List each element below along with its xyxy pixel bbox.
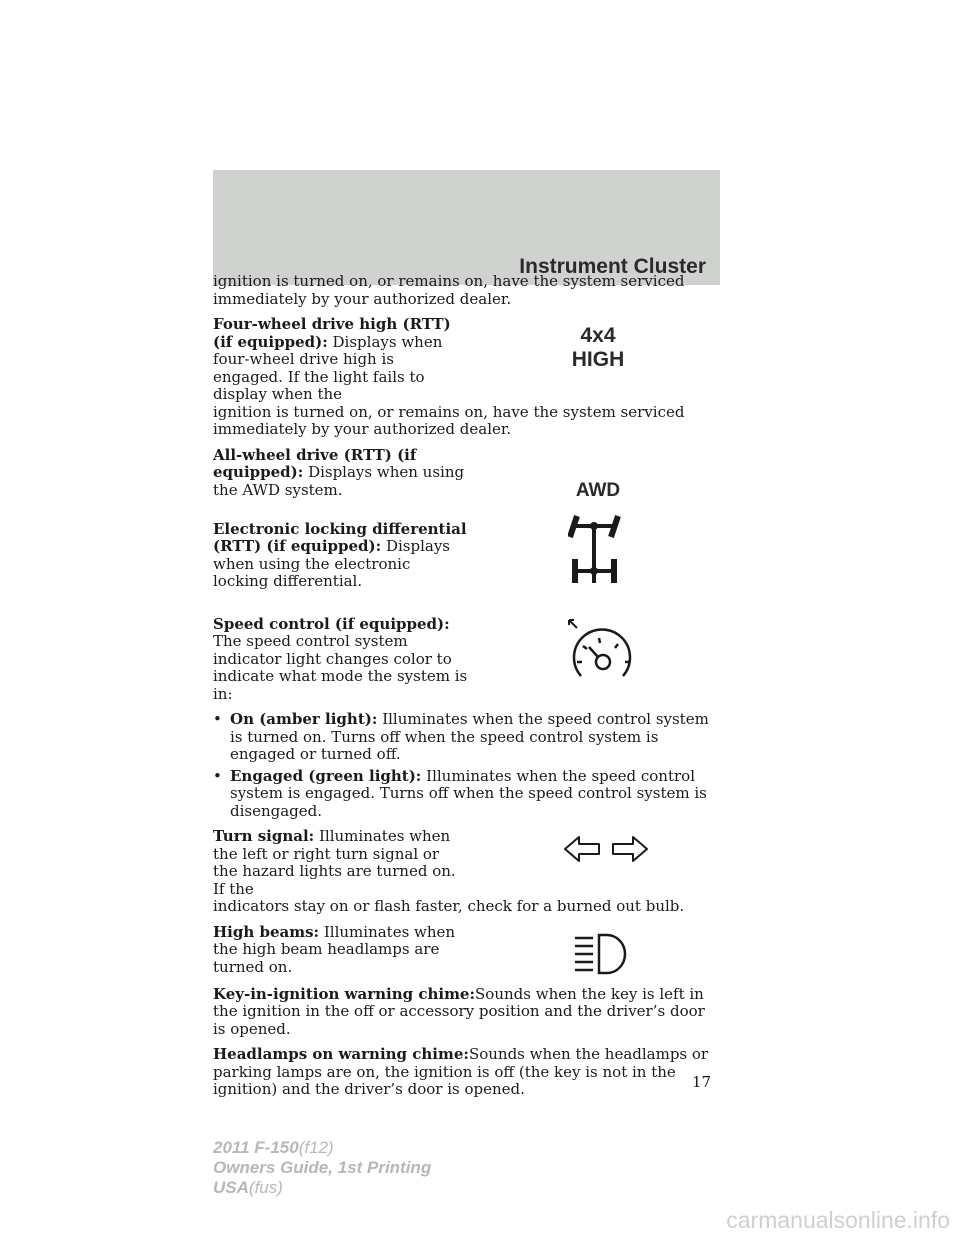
high-beam-icon — [573, 932, 633, 976]
four-wd-high-text-cont: ignition is turned on, or remains on, have the system serviced immediately by your authorized dealer. — [213, 402, 685, 438]
locking-diff-label: Electronic locking differential (RTT) (if equipped): — [213, 519, 467, 555]
headlamp-chime-text: Sounds when the headlamps or parking lamps are on, the ignition is off (the key is not in the ignition) and the driver’s door is opened. — [213, 1045, 709, 1098]
awd-text: Displays when using the AWD system. — [213, 463, 465, 499]
section-speed-control — [213, 616, 720, 821]
four-wd-high-label: Four-wheel drive high (RTT) (if equipped): — [213, 315, 451, 351]
turn-signal-text: Illuminates when the left or right turn signal or the hazard lights are turned on. If the — [213, 827, 456, 898]
section-title: Instrument Cluster — [519, 255, 706, 278]
high-beams-label: High beams: — [213, 922, 320, 941]
on-amber-label: On (amber light): — [230, 710, 378, 728]
locking-differential-icon — [568, 513, 630, 589]
high-beams-text: Illuminates when the high beam headlamps are turned on. — [213, 922, 456, 976]
speed-control-text: The speed control system indicator light changes color to indicate what mode the system is in: — [213, 632, 468, 703]
turn-signal-text-cont: indicators stay on or flash faster, check for a burned out bulb. — [213, 897, 685, 915]
section-turn-signal — [213, 828, 720, 916]
section-four-wheel-drive-high — [213, 316, 720, 439]
speed-control-icon — [565, 618, 637, 688]
speed-control-label: Speed control (if equipped): — [213, 614, 450, 633]
headlamp-chime-label: Headlamps on warning chime: — [213, 1045, 469, 1063]
section-high-beams — [213, 924, 720, 986]
speed-control-modes — [213, 711, 720, 820]
page-content — [213, 273, 720, 1107]
page-number: 17 — [692, 1073, 712, 1091]
print-footer: 2011 F-150(f12) Owners Guide, 1st Printing USA(fus) — [213, 1138, 432, 1197]
four-wd-high-text: Displays when four-wheel drive high is engaged. If the light fails to display when the — [213, 332, 443, 403]
locking-diff-text: Displays when using the electronic locking differential. — [213, 537, 450, 590]
awd-icon: AWD — [575, 479, 621, 501]
section-key-in-ignition-chime — [213, 986, 720, 1039]
on-amber-text: Illuminates when the speed control system is turned on. Turns off when the speed control system is engaged or turned off. — [230, 710, 709, 763]
list-item: • Engaged (green light): Illuminates when the speed control system is engaged. Turns off when the speed control system is disengaged. — [213, 766, 707, 820]
key-chime-text: Sounds when the key is left in the ignition in the off or accessory position and the driver’s door is opened. — [213, 984, 705, 1038]
turn-signal-arrows-icon — [561, 832, 651, 866]
section-headlamps-on-chime — [213, 1046, 720, 1099]
key-chime-label: Key-in-ignition warning chime: — [213, 984, 476, 1003]
list-item: • On (amber light): Illuminates when the speed control system is turned on. Turns off when the speed control system is engaged or turned off. — [213, 710, 709, 763]
section-header-band — [213, 170, 720, 285]
engaged-green-text: Illuminates when the speed control system is engaged. Turns off when the speed control system is disengaged. — [230, 766, 707, 820]
engaged-green-label: Engaged (green light): — [230, 766, 422, 785]
intro-continuation: ignition is turned on, or remains on, have the system serviced immediately by your authorized dealer. — [213, 272, 685, 308]
section-all-wheel-drive — [213, 447, 720, 521]
turn-signal-label: Turn signal: — [213, 827, 315, 845]
four-by-four-high-icon: 4x4 HIGH — [571, 324, 625, 371]
watermark: carmanualsonline.info — [726, 1207, 950, 1233]
section-locking-differential — [213, 521, 720, 616]
awd-label: All-wheel drive (RTT) (if equipped): — [213, 445, 417, 481]
